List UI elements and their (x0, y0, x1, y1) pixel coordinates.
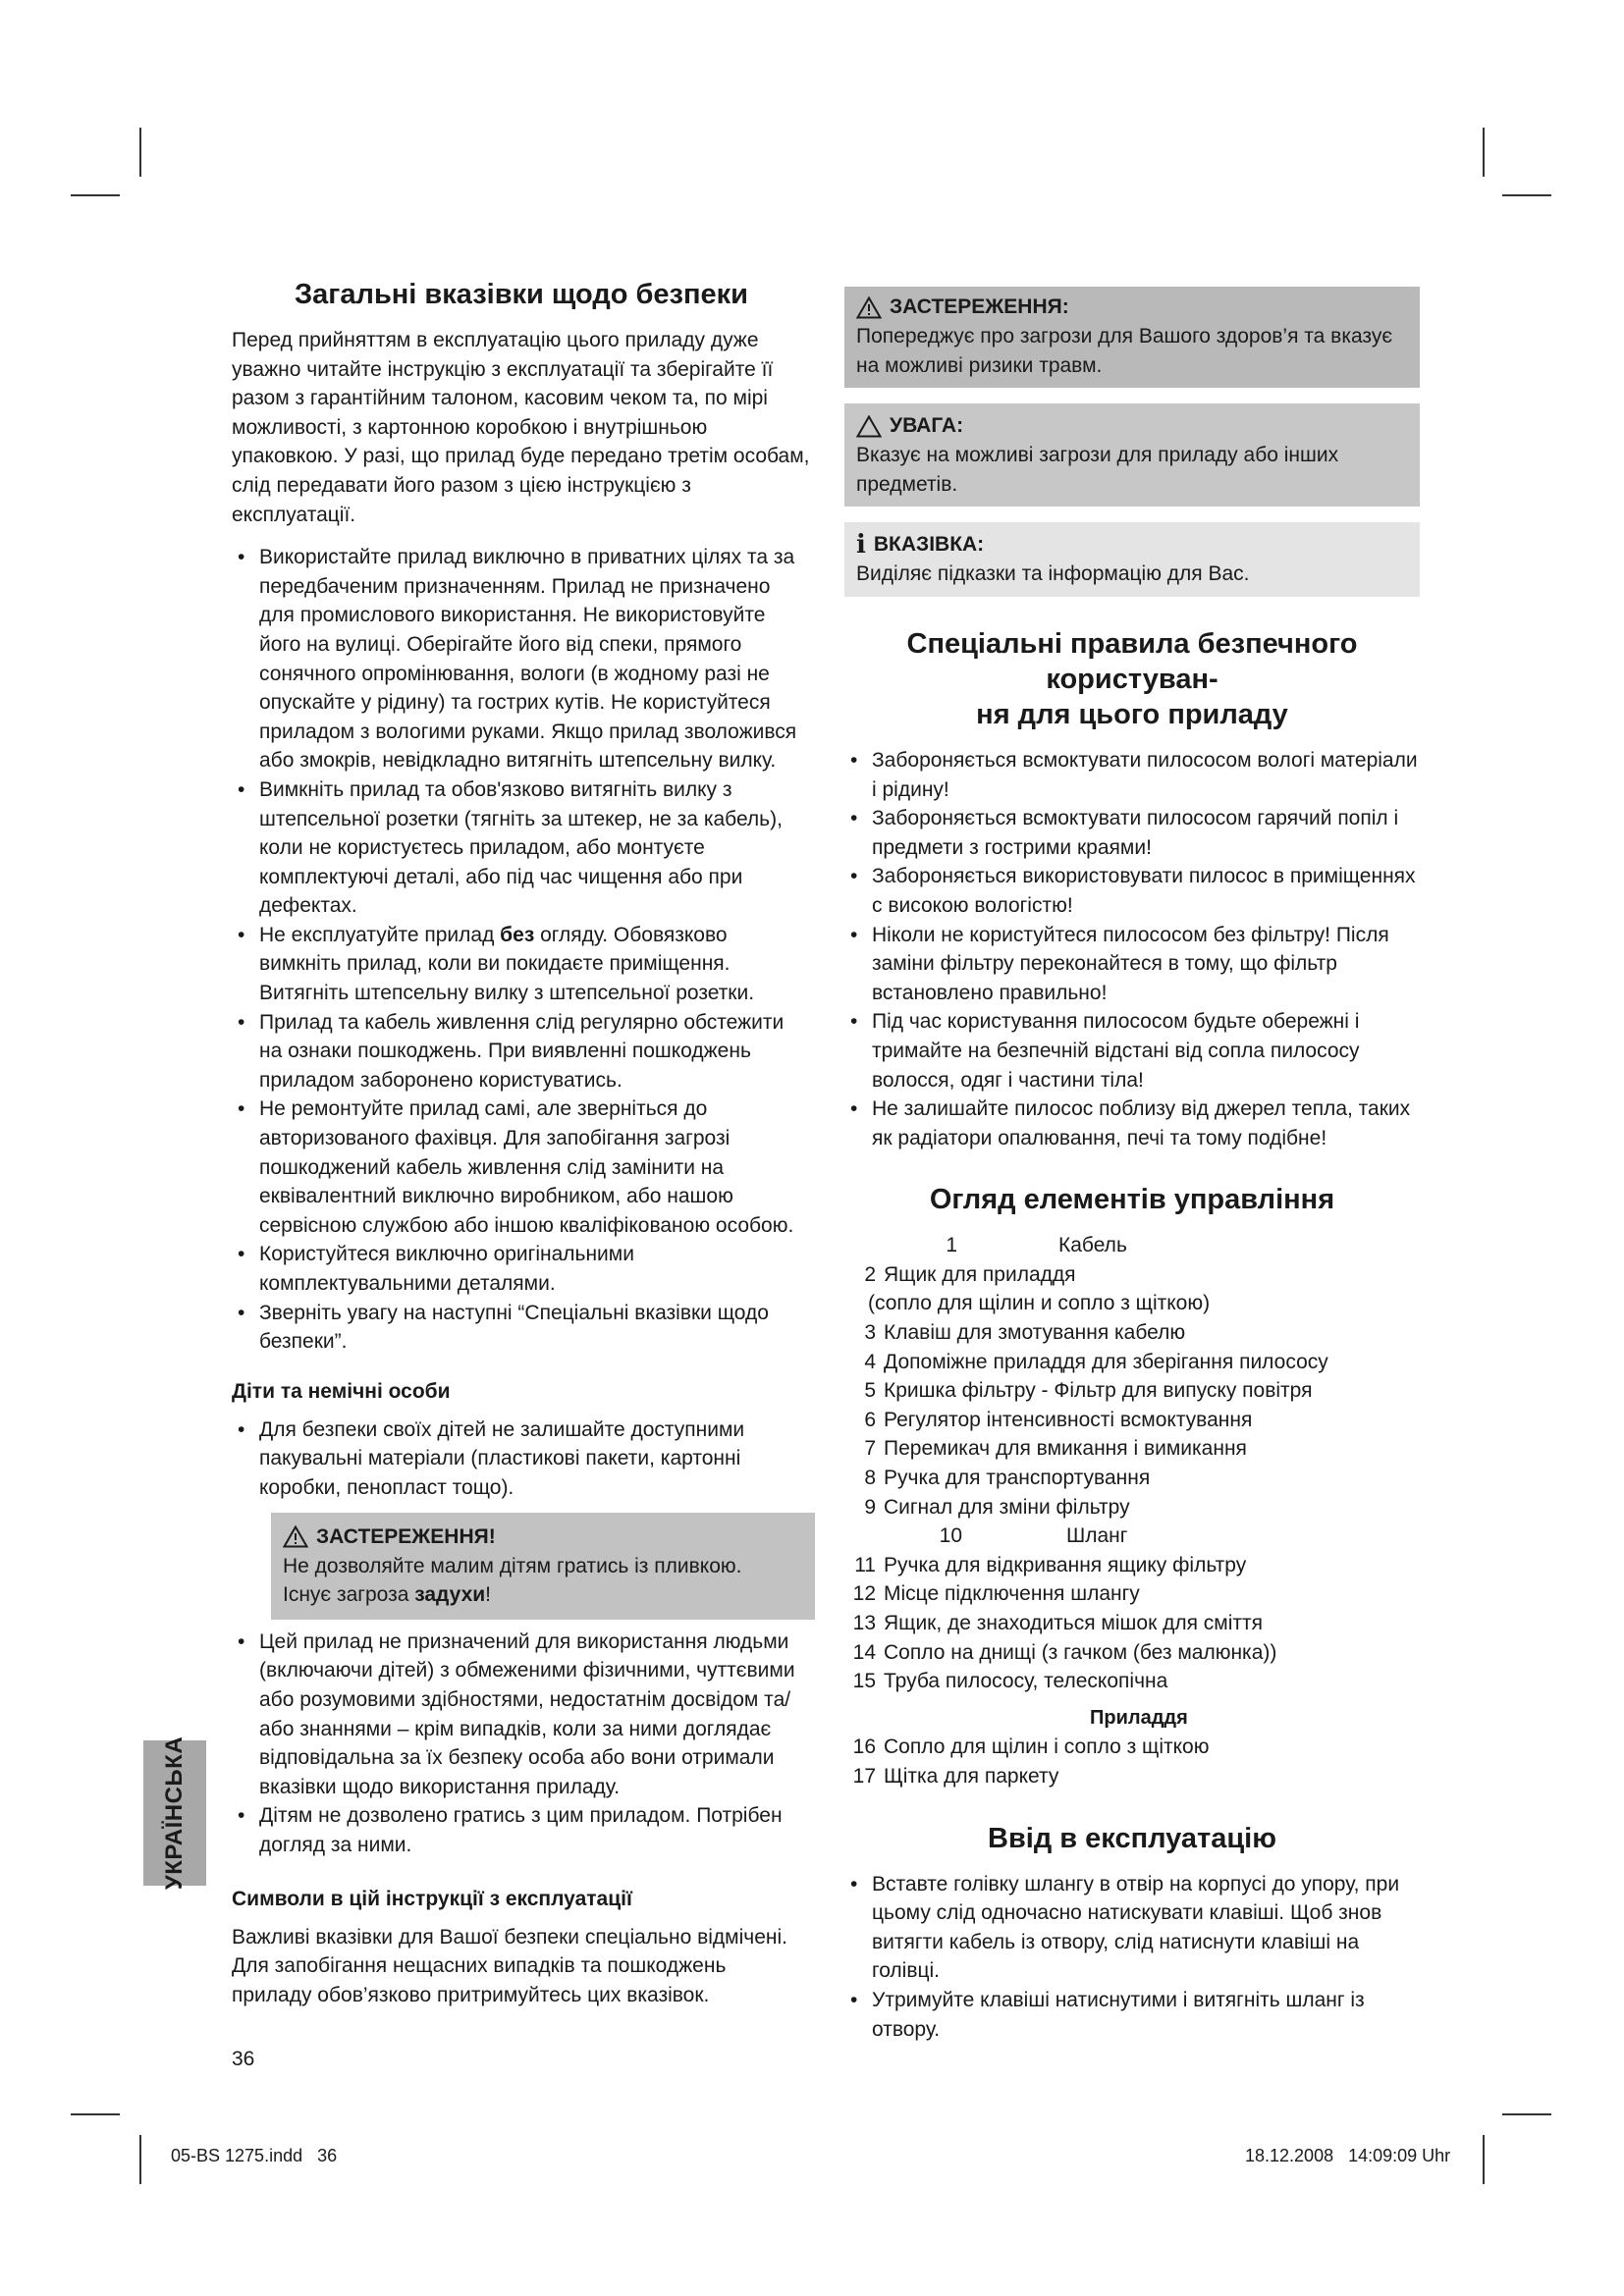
component-row (844, 1231, 1420, 1260)
caution-header (856, 293, 1408, 322)
commissioning-title: Ввід в експлуатацію (988, 1822, 1276, 1854)
list-item: • Вимкніть прилад та обов'язково витягніть вилку з штепсельної розетки (тягніть за штекер, не за кабель), коли не користуєтесь приладом, або монтуєте комплектуючі деталі, або під час чищення або при дефектах. (232, 775, 811, 921)
list-item: • Для безпеки своїх дітей не залишайте доступними пакувальні матеріали (пластикові пакети, картонні коробки, пенопласт тощо). (232, 1415, 811, 1503)
attention-header (856, 411, 1408, 441)
component-number: 8 (864, 1467, 876, 1490)
component-label: Регулятор інтенсивності всмоктування (884, 1408, 1253, 1431)
crop-mark (1483, 2135, 1485, 2184)
text-span: огляду. Обовязково вимкніть прилад, коли ви покидаєте приміщення. Витягніть штепсельну вилку з штепсельної розетки. (259, 923, 755, 1005)
component-number: 11 (854, 1553, 876, 1576)
component-label: Допоміжне приладдя для зберігання пилососу (884, 1350, 1328, 1373)
component-row (844, 1376, 1420, 1406)
component-label: Шланг (1066, 1524, 1128, 1548)
caution-title: ЗАСТЕРЕЖЕННЯ: (890, 295, 1069, 318)
component-label: Ручка для відкривання ящику фільтру (884, 1553, 1247, 1576)
attention-text: Вказує на можливі загрози для приладу або інших предметів. (856, 444, 1339, 496)
bold-text: задухи (414, 1583, 486, 1607)
crop-mark (139, 2135, 141, 2184)
component-label: Сопло на днищі (з гачком (без малюнка)) (884, 1640, 1277, 1664)
warning-title: ЗАСТЕРЕЖЕННЯ! (316, 1524, 496, 1548)
safety-title: Загальні вказівки щодо безпеки (295, 279, 748, 310)
text-span: ! (485, 1583, 492, 1607)
component-label: Кабель (1058, 1234, 1127, 1257)
language-tab (143, 1735, 206, 1891)
component-number: 13 (852, 1612, 876, 1634)
component-row (844, 1260, 1420, 1290)
component-label: Сигнал для зміни фільтру (884, 1495, 1130, 1519)
component-row (844, 1762, 1420, 1791)
commissioning-list (844, 1870, 1420, 2045)
controls-title: Огляд елементів управління (929, 1184, 1335, 1216)
info-icon: i (856, 530, 866, 561)
components-list (844, 1231, 1420, 1790)
bold-text: без (500, 923, 535, 946)
crop-mark (1502, 2113, 1551, 2115)
note-box (844, 522, 1420, 597)
language-label: УКРАЇНСЬКА (161, 1735, 188, 1891)
component-number: 3 (864, 1321, 876, 1345)
warning-box (271, 1513, 815, 1620)
component-row (844, 1579, 1420, 1609)
list-item: • Не ремонтуйте прилад самі, але зверніться до авторизованого фахівця. Для запобігання загрозі пошкоджений кабель живлення слід замінити на еквівалентний виключно виробником, або нашою сервісною службою або іншою кваліфікованою особою. (232, 1095, 811, 1240)
caution-text: Попереджує про загрози для Вашого здоров’я та вказує на можливі ризики травм. (856, 325, 1393, 377)
note-title: ВКАЗІВКА: (873, 533, 985, 557)
component-number: 17 (852, 1764, 876, 1788)
crop-mark (1502, 194, 1551, 196)
component-label: Сопло для щілин і сопло з щіткою (884, 1735, 1210, 1759)
title-line: Спеціальні правила безпечного користуван- (906, 627, 1358, 695)
special-rules-title (844, 626, 1420, 732)
component-row (844, 1551, 1420, 1580)
list-item: • Забороняється всмоктувати пилососом вологі матеріали і рідину! (844, 746, 1420, 804)
list-item: • Прилад та кабель живлення слід регулярно обстежити на ознаки пошкоджень. При виявленні пошкоджень приладом заборонено користуватись. (232, 1008, 811, 1095)
component-number: 12 (852, 1582, 876, 1606)
component-number: 14 (852, 1640, 876, 1664)
component-row (844, 1348, 1420, 1377)
children-heading: Діти та немічні особи (232, 1379, 451, 1403)
caution-box (844, 287, 1420, 388)
component-label: Перемикач для вмикання і вимикання (884, 1437, 1247, 1461)
component-row (844, 1609, 1420, 1638)
component-number: 5 (864, 1379, 876, 1403)
component-label: Ящик для приладдя (884, 1262, 1076, 1286)
component-row (844, 1318, 1420, 1348)
list-item: • Забороняється використовувати пилосос в приміщеннях с високою вологістю! (844, 862, 1420, 920)
list-item: • Забороняється всмоктувати пилососом гарячий попіл і предмети з гострими краями! (844, 804, 1420, 862)
left-column (232, 277, 811, 2023)
warning-line: Не дозволяйте малим дітям гратись із пливкою. (283, 1554, 742, 1577)
list-item: • Дітям не дозволено гратись з цим приладом. Потрібен догляд за ними. (232, 1801, 811, 1859)
component-number: 6 (864, 1408, 876, 1431)
component-number: 16 (852, 1735, 876, 1759)
list-item: • Ніколи не користуйтеся пилососом без фільтру! Після заміни фільтру переконайтеся в тому, що фільтр встановлено правильно! (844, 921, 1420, 1008)
component-row (844, 1434, 1420, 1464)
component-row (844, 1493, 1420, 1522)
component-row (844, 1733, 1420, 1762)
title-line: ня для цього приладу (976, 698, 1288, 730)
list-item: • Вставте голівку шлангу в отвір на корпусі до упору, при цьому слід одночасно натискувати клавіші. Щоб знов витягти кабель із отвору, слід натиснути клавіші на голівці. (844, 1870, 1420, 1986)
triangle-outline-icon (856, 415, 882, 438)
component-label: Ящик, де знаходиться мішок для сміття (884, 1612, 1264, 1634)
footer-file: 05-BS 1275.indd 36 (171, 2146, 338, 2165)
component-number: 10 (939, 1524, 962, 1548)
children-list (232, 1415, 811, 1503)
component-row (844, 1522, 1420, 1551)
text-span: Існує загроза (283, 1583, 415, 1607)
component-label: (сопло для щілин и сопло з щіткою) (868, 1292, 1211, 1315)
list-item: • Під час користування пилососом будьте обережні і тримайте на безпечній відстані від сопла пилососу волосся, одяг і частини тіла! (844, 1007, 1420, 1095)
component-row (844, 1667, 1420, 1696)
component-label: Ручка для транспортування (884, 1467, 1151, 1490)
safety-intro: Перед прийняттям в експлуатацію цього приладу дуже уважно читайте інструкцію з експлуатації та зберігайте її разом з гарантійним талоном, касовим чеком та, по мірі можливості, з картонною коробкою і внутрішньою упаковкою. У разі, що прилад буде передано третім особам, слід передавати його разом з цією інструкцією з експлуатації. (232, 329, 810, 526)
component-label: Місце підключення шлангу (884, 1582, 1140, 1606)
component-row (844, 1289, 1420, 1318)
crop-mark (1483, 128, 1485, 177)
safety-list (232, 543, 811, 1357)
accessories-heading: Приладдя (1090, 1706, 1188, 1729)
list-item: • Використайте прилад виключно в приватних цілях та за передбаченим призначенням. Прилад не призначено для промислового використання. Не використовуйте його на вулиці. Оберігайте його від спеки, прямого сонячного опромінювання, вологи (в жодному разі не опускайте у рідину) та гострих кутів. Не користуйтеся приладом з вологими руками. Якщо прилад зволожився або змокрів, невідкладно витягніть штепсельну вилку. (232, 543, 811, 775)
component-label: Клавіш для змотування кабелю (884, 1321, 1186, 1345)
list-item: • Цей прилад не призначений для використання людьми (включаючи дітей) з обмеженими фізичними, чуттєвими або розумовими здібностями, недостатнім досвідом та/або знаннями – крім випадків, коли за ними доглядає відповідальна за їх безпеку особа або вони отримали вказівки щодо використання приладу. (232, 1628, 811, 1802)
text-span: Не експлуатуйте прилад (259, 923, 501, 946)
attention-box (844, 403, 1420, 507)
children-list-2 (232, 1628, 811, 1860)
special-rules-list (844, 746, 1420, 1152)
crop-mark (71, 194, 120, 196)
list-item: • Не залишайте пилосос поблизу від джерел тепла, таких як радіатори опалювання, печі та тому подібне! (844, 1095, 1420, 1152)
list-item (232, 921, 811, 1008)
crop-mark (139, 128, 141, 177)
footer-timestamp: 18.12.2008 14:09:09 Uhr (1245, 2146, 1451, 2165)
component-row (844, 1464, 1420, 1493)
note-header (856, 530, 1408, 560)
note-text: Виділяє підказки та інформацію для Вас. (856, 562, 1250, 586)
page-number: 36 (232, 2048, 255, 2070)
component-row (844, 1406, 1420, 1435)
warning-triangle-icon (856, 296, 882, 319)
list-item: • Утримуйте клавіші натиснутими і витягніть шланг із отвору. (844, 1986, 1420, 2044)
component-number: 2 (864, 1262, 876, 1286)
component-label: Щітка для паркету (884, 1764, 1059, 1788)
crop-mark (71, 2113, 120, 2115)
symbols-heading: Символи в цій інструкції з експлуатації (232, 1887, 632, 1910)
component-number: 15 (852, 1670, 876, 1693)
component-label: Труба пилососу, телескопічна (884, 1670, 1168, 1693)
component-number: 9 (864, 1495, 876, 1519)
list-item: • Зверніть увагу на наступні “Спеціальні вказівки щодо безпеки”. (232, 1299, 811, 1357)
component-row (844, 1638, 1420, 1668)
warning-header (283, 1522, 803, 1552)
component-label: Кришка фільтру - Фільтр для випуску повітря (884, 1379, 1313, 1403)
right-column (844, 287, 1420, 2050)
component-number: 7 (864, 1437, 876, 1461)
warning-line (283, 1580, 803, 1610)
attention-title: УВАГА: (890, 414, 964, 438)
warning-triangle-icon (283, 1525, 308, 1548)
component-number: 1 (946, 1234, 957, 1257)
component-number: 4 (864, 1350, 876, 1373)
symbols-text: Важливі вказівки для Вашої безпеки спеціально відмічені. Для запобігання нещасних випадків та пошкоджень приладу обов’язково притримуйтесь цих вказівок. (232, 1925, 787, 2006)
list-item: • Користуйтеся виключно оригінальними комплектувальними деталями. (232, 1240, 811, 1298)
